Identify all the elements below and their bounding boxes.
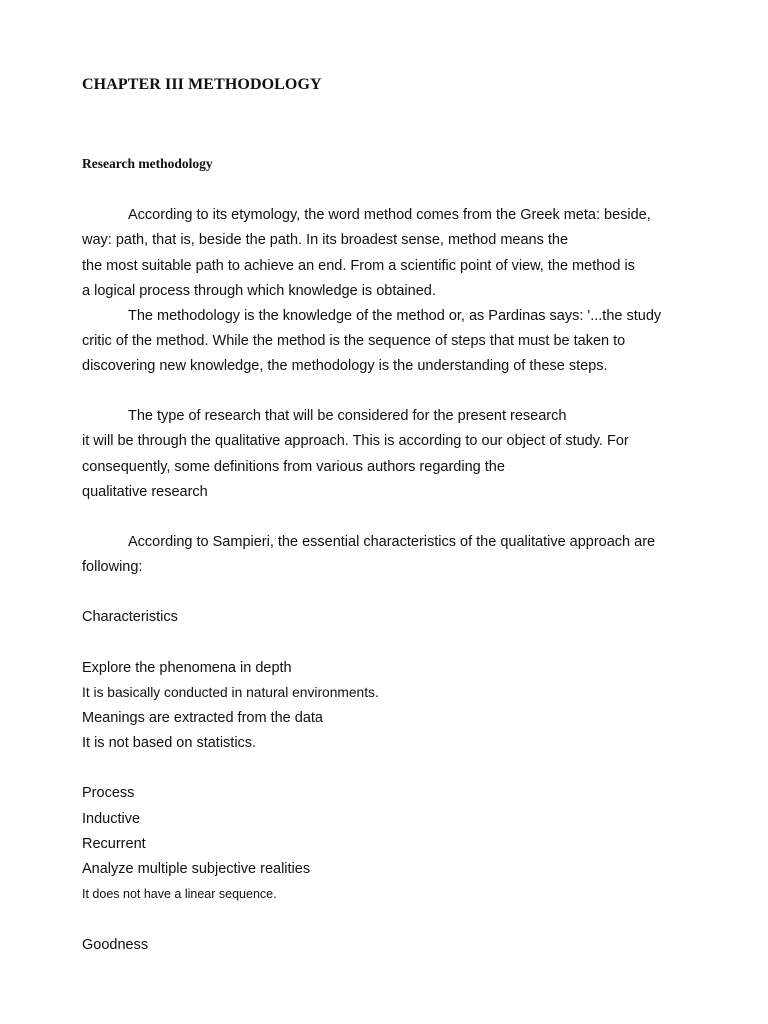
paragraph-line: following:	[82, 559, 143, 575]
list-item: Inductive	[82, 811, 141, 827]
process-heading: Process	[82, 785, 135, 801]
list-item: It is not based on statistics.	[82, 735, 257, 751]
list-item: It is basically conducted in natural environments.	[82, 685, 379, 700]
paragraph-line: According to Sampieri, the essential characteristics of the qualitative approach are	[128, 534, 656, 550]
paragraph-line: it will be through the qualitative approach. This is according to our object of study. For	[82, 433, 629, 449]
characteristics-heading: Characteristics	[82, 609, 178, 625]
list-item: Meanings are extracted from the data	[82, 710, 323, 726]
paragraph-line: the most suitable path to achieve an end. From a scientific point of view, the method is	[82, 258, 635, 274]
paragraph-line: According to its etymology, the word method comes from the Greek meta: beside,	[128, 207, 651, 223]
paragraph-line: a logical process through which knowledge is obtained.	[82, 283, 436, 299]
list-item: It does not have a linear sequence.	[82, 887, 277, 901]
chapter-title: CHAPTER III METHODOLOGY	[82, 76, 322, 93]
paragraph-line: consequently, some definitions from various authors regarding the	[82, 459, 505, 475]
paragraph-line: way: path, that is, beside the path. In its broadest sense, method means the	[82, 232, 569, 248]
paragraph-line: The methodology is the knowledge of the method or, as Pardinas says: '...the study	[128, 308, 662, 324]
list-item: Analyze multiple subjective realities	[82, 861, 311, 877]
list-item: Explore the phenomena in depth	[82, 660, 292, 676]
list-item: Recurrent	[82, 836, 146, 852]
paragraph-line: critic of the method. While the method is the sequence of steps that must be taken to	[82, 333, 626, 349]
paragraph-line: The type of research that will be considered for the present research	[128, 408, 567, 424]
section-title: Research methodology	[82, 156, 213, 171]
paragraph-line: discovering new knowledge, the methodology is the understanding of these steps.	[82, 358, 608, 374]
goodness-heading: Goodness	[82, 937, 149, 953]
paragraph-line: qualitative research	[82, 484, 208, 500]
